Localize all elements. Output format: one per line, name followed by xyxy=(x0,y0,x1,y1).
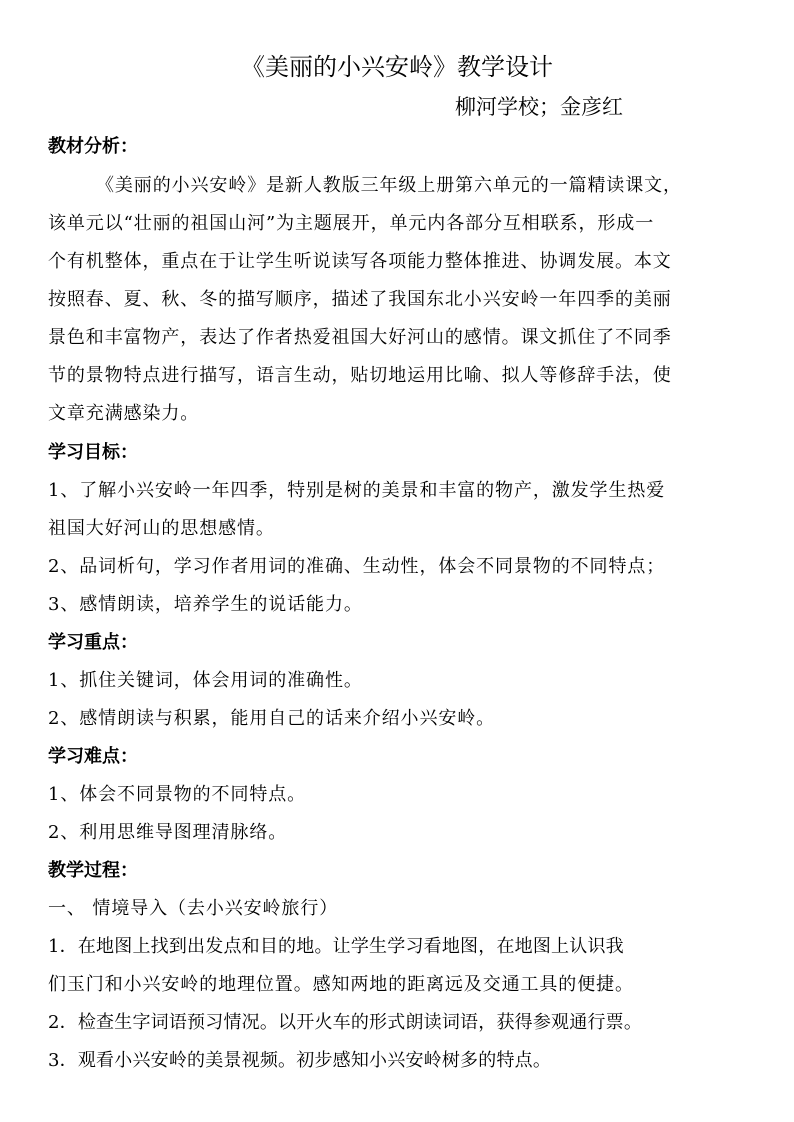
section-heading-difficulties: 学习难点： xyxy=(48,746,138,767)
analysis-line: 按照春、夏、秋、冬的描写顺序，描述了我国东北小兴安岭一年四季的美丽 xyxy=(48,289,672,310)
section-heading-process: 教学过程： xyxy=(48,860,138,881)
analysis-line: 节的景物特点进行描写，语言生动，贴切地运用比喻、拟人等修辞手法，使 xyxy=(48,365,672,386)
process-step-title: 一、 情境导入（去小兴安岭旅行） xyxy=(48,898,339,919)
analysis-line: 文章充满感染力。 xyxy=(48,403,200,424)
section-heading-key-points: 学习重点： xyxy=(48,632,138,653)
difficulty-line: 2、利用思维导图理清脉络。 xyxy=(48,822,288,843)
author-line: 柳河学校；金彦红 xyxy=(455,95,623,119)
key-point-line: 2、感情朗读与积累，能用自己的话来介绍小兴安岭。 xyxy=(48,708,496,729)
section-heading-goals: 学习目标： xyxy=(48,442,138,463)
goal-line: 1、了解小兴安岭一年四季，特别是树的美景和丰富的物产，激发学生热爱 xyxy=(48,480,666,501)
analysis-line: 个有机整体，重点在于让学生听说读写各项能力整体推进、协调发展。本文 xyxy=(48,251,672,272)
section-heading-analysis: 教材分析： xyxy=(48,136,138,157)
key-point-line: 1、抓住关键词，体会用词的准确性。 xyxy=(48,670,363,691)
analysis-line: 该单元以“壮丽的祖国山河”为主题展开，单元内各部分互相联系，形成一 xyxy=(48,213,655,234)
analysis-line: 《美丽的小兴安岭》是新人教版三年级上册第六单元的一篇精读课文， xyxy=(96,175,682,196)
difficulty-line: 1、体会不同景物的不同特点。 xyxy=(48,784,307,805)
process-line: 3．观看小兴安岭的美景视频。初步感知小兴安岭树多的特点。 xyxy=(48,1050,552,1071)
process-line: 1．在地图上找到出发点和目的地。让学生学习看地图，在地图上认识我 xyxy=(48,936,624,957)
goal-line: 祖国大好河山的思想感情。 xyxy=(48,518,275,539)
analysis-line: 景色和丰富物产，表达了作者热爱祖国大好河山的感情。课文抓住了不同季 xyxy=(48,327,672,348)
document-title: 《美丽的小兴安岭》教学设计 xyxy=(241,53,553,81)
process-line: 2．检查生字词语预习情况。以开火车的形式朗读词语，获得参观通行票。 xyxy=(48,1012,643,1033)
process-line: 们玉门和小兴安岭的地理位置。感知两地的距离远及交通工具的便捷。 xyxy=(48,974,634,995)
goal-line: 3、感情朗读，培养学生的说话能力。 xyxy=(48,594,363,615)
goal-line: 2、品词析句，学习作者用词的准确、生动性，体会不同景物的不同特点； xyxy=(48,556,666,577)
